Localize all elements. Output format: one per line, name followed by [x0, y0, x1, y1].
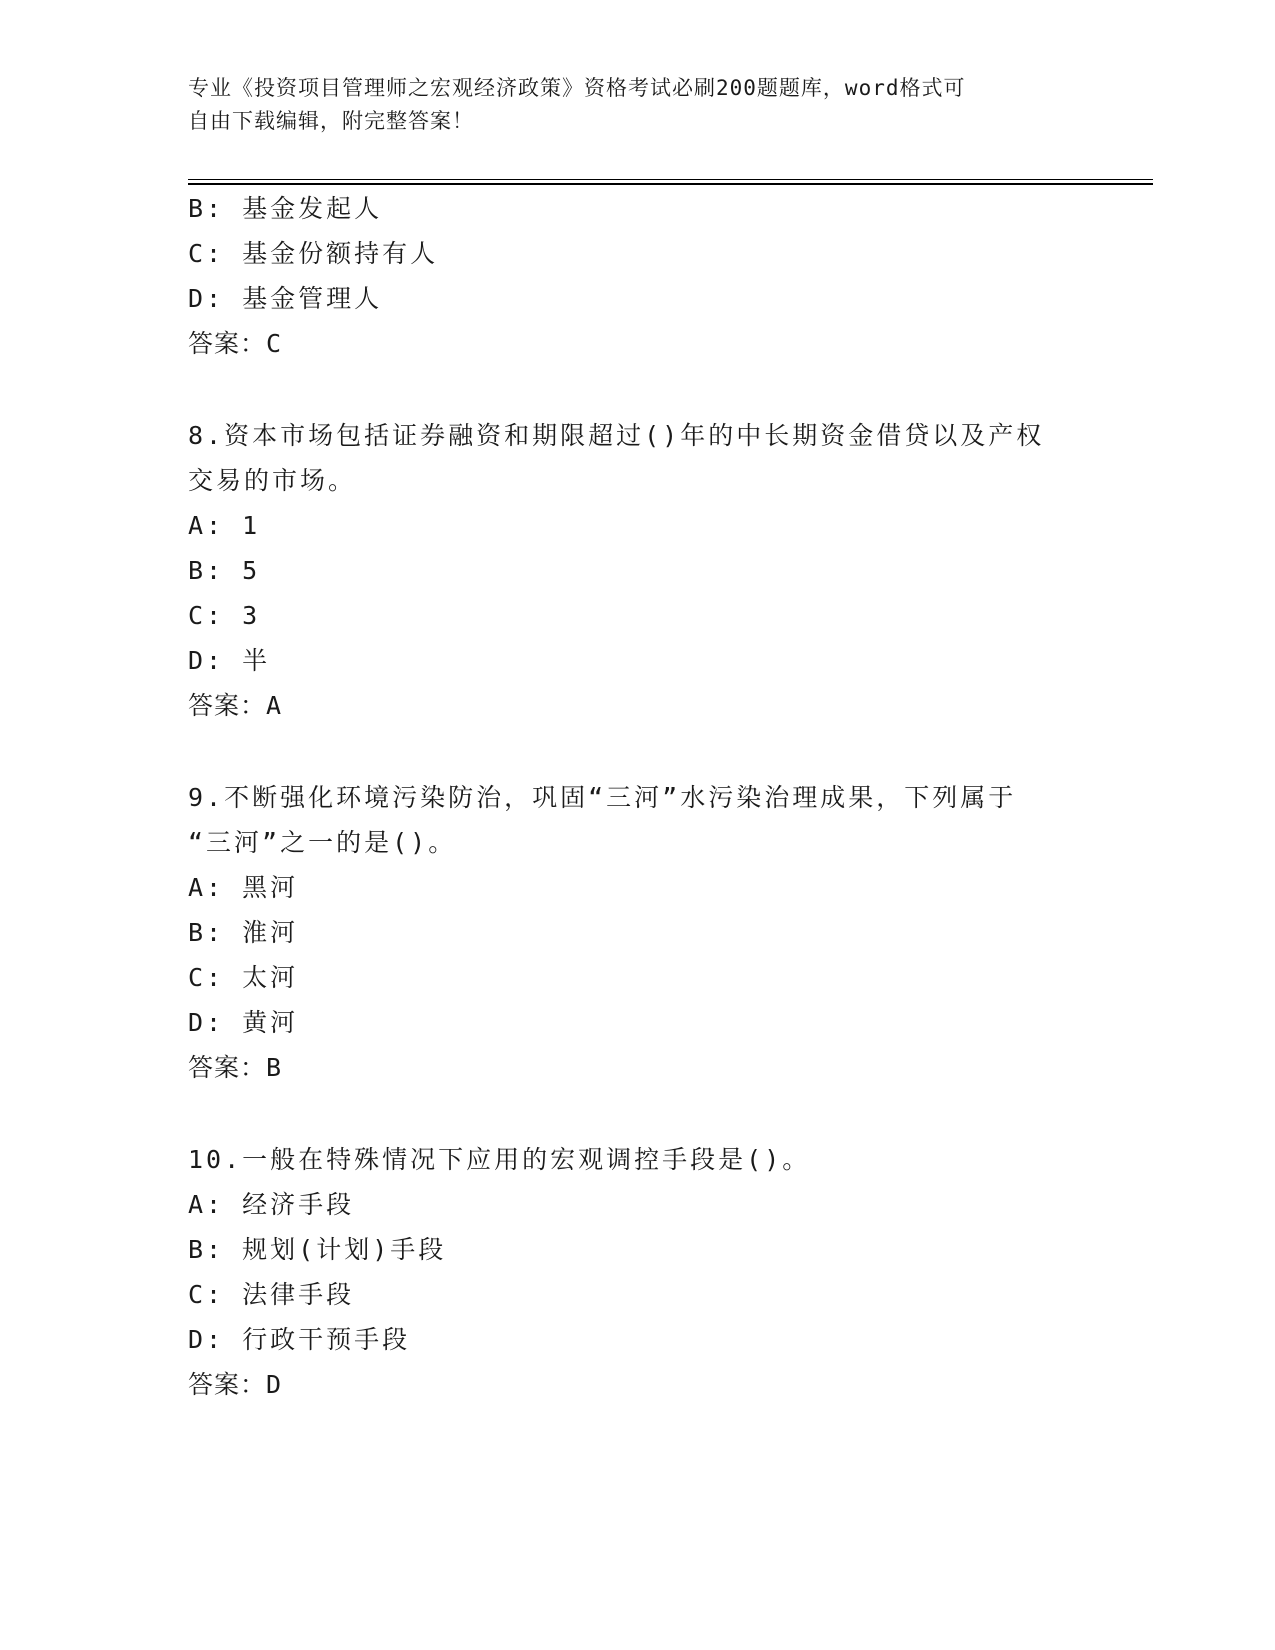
- question-text: 10.一般在特殊情况下应用的宏观调控手段是()。: [188, 1145, 811, 1174]
- question-text-continued: “三河”之一的是()。: [188, 828, 457, 857]
- question-block-carryover: [188, 186, 1068, 366]
- answer-line: 答案：C: [188, 329, 283, 358]
- answer-line: 答案：D: [188, 1370, 283, 1399]
- header-divider-thick: [188, 183, 1153, 185]
- answer-line: 答案：A: [188, 691, 283, 720]
- option-c: C: 法律手段: [188, 1280, 355, 1309]
- option-c: C: 基金份额持有人: [188, 239, 439, 268]
- header-line-1: 专业《投资项目管理师之宏观经济政策》资格考试必刷200题题库，word格式可: [188, 76, 966, 100]
- option-b: B: 5: [188, 556, 261, 585]
- header-divider-thin: [188, 179, 1153, 180]
- question-block-10: [188, 1137, 1068, 1407]
- option-d: D: 半: [188, 646, 271, 675]
- option-b: B: 基金发起人: [188, 194, 383, 223]
- option-a: A: 经济手段: [188, 1190, 355, 1219]
- option-d: D: 行政干预手段: [188, 1325, 411, 1354]
- option-c: C: 3: [188, 601, 261, 630]
- answer-line: 答案：B: [188, 1053, 283, 1082]
- question-block-8: [188, 413, 1068, 728]
- question-block-9: [188, 775, 1068, 1090]
- option-d: D: 基金管理人: [188, 284, 383, 313]
- header-line-2: 自由下载编辑，附完整答案！: [188, 109, 474, 133]
- option-c: C: 太河: [188, 963, 299, 992]
- question-text-continued: 交易的市场。: [188, 466, 357, 495]
- option-a: A: 黑河: [188, 873, 299, 902]
- document-header: [188, 72, 1068, 138]
- option-b: B: 淮河: [188, 918, 299, 947]
- question-text: 8.资本市场包括证券融资和期限超过()年的中长期资金借贷以及产权: [188, 421, 1045, 450]
- question-list: [188, 186, 1068, 1407]
- option-b: B: 规划(计划)手段: [188, 1235, 447, 1264]
- option-d: D: 黄河: [188, 1008, 299, 1037]
- question-text: 9.不断强化环境污染防治，巩固“三河”水污染治理成果，下列属于: [188, 783, 1017, 812]
- option-a: A: 1: [188, 511, 261, 540]
